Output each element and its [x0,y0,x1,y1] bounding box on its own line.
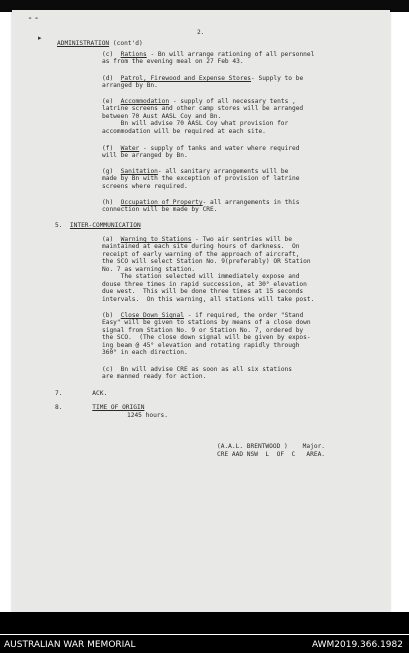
item-title: Warning to Stations [120,236,192,243]
item-label: (g) [102,168,114,175]
item-text: - Supply to be arranged by Bn. [102,75,304,90]
item-text: Bn will advise CRE as soon as all six stations are manned ready for action. [102,366,292,381]
section-8-time: 1245 hours. [127,412,168,419]
item-label: (e) [102,98,114,105]
item-label: (a) [102,236,114,243]
item-title: Close Down Signal [120,312,184,319]
item-title: Patrol, Firewood and Expense Stores [120,75,252,82]
item-4c [102,51,314,66]
item-5a [102,236,314,303]
section-5-heading [55,222,141,229]
section-7 [55,390,107,397]
section-title: TIME OF ORIGIN [92,404,145,411]
item-text: - if required, the order "Stand Easy" will be given to stations by means of a close down signal from Station No. 9 or Station No. 7, ordered by the SCO. (The close down signal will be given by expos- ing beam @ 45° elevation and rotating rapidly through 360° in each direction. [102,312,311,357]
signature-name: (A.A.L. BRENTWOOD ) Major. [217,443,326,450]
item-text: - supply of tanks and water where required will be arranged by Bn. [102,145,300,160]
item-4h [102,199,299,214]
footer-institution: AUSTRALIAN WAR MEMORIAL [4,640,136,650]
signature-appointment: CRE AAD NSW L OF C AREA. [217,451,326,458]
page-number: 2. [197,29,205,36]
section-number: 7. [55,390,63,397]
item-title: Accommodation [120,98,170,105]
item-5c [102,366,292,381]
item-5b [102,312,311,357]
item-4f [102,145,299,160]
item-text: - Bn will arrange rationing of all personnel as from the evening meal on 27 Feb 43. [102,51,315,66]
footer-divider [0,634,409,635]
item-title: Occupation of Property [120,199,203,206]
footer-catalogue-id: AWM2019.366.1982 [311,640,403,650]
punch-mark-arrow: ▸ [38,34,42,42]
item-title: Sanitation [120,168,158,175]
item-label: (b) [102,312,114,319]
item-text: - Two air sentries will be maintained at each site during hours of darkness. On receipt of early warning of the approach of aircraft, the SCO will select Station No. 9(preferably) OR Station No. 7 as warning station. The station selected will immediately expose and douse three times in rapid succession, at 30° elevation due west. This will be done three times at 15 seconds intervals. On this warning, all stations will take post. [102,236,315,303]
item-4e [102,98,303,135]
item-title: Water [120,145,140,152]
section-number: 8. [55,404,63,411]
item-label: (c) [102,51,114,58]
section-title: INTER-COMMUNICATION [69,222,141,229]
section-text: ACK. [92,390,108,397]
item-label: (h) [102,199,114,206]
item-text: - supply of all necessary tents , latrine screens and other camp stores will be arranged between 70 Aust AASL Coy and Bn. Bn will advise 70 AASL Coy what provision for accommodation will be required at each site. [102,98,304,135]
item-label: (f) [102,145,114,152]
section-8 [55,404,144,411]
section-4-heading-suffix: (cont'd) [112,40,143,47]
document-page [12,10,390,612]
item-4d [102,75,303,90]
section-4-heading-text: ADMINISTRATION [57,40,110,47]
item-title: Rations [120,51,147,58]
item-text: - all sanitary arrangements will be made by Bn with the exception of provision of latrine screens where required. [102,168,300,190]
item-label: (d) [102,75,114,82]
punch-mark: ⁃ ⁃ [28,14,39,23]
section-number: 5. [55,222,63,229]
item-text: - all arrangements in this connection will be made by CRE. [102,199,300,214]
section-4-heading [57,40,143,47]
item-4g [102,168,299,190]
item-label: (c) [102,366,114,373]
